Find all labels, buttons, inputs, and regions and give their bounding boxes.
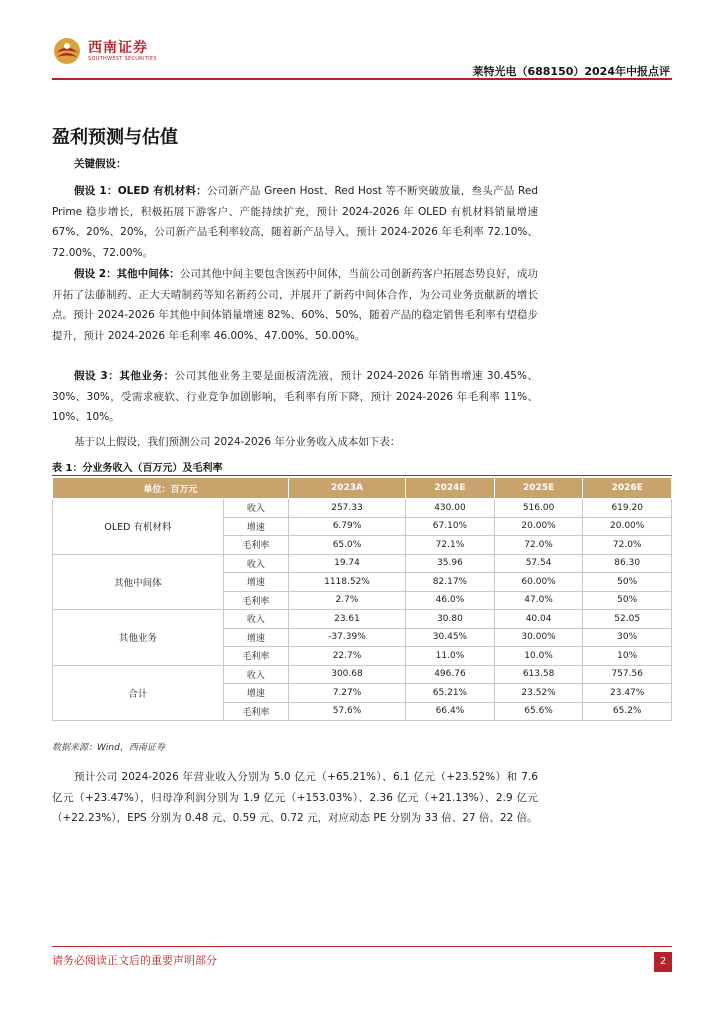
assumption-1-text: 公司新产品 Green Host、Red Host 等不断突破放量，叁头产品 Red Prime 稳步增长，积极拓展下游客户、产能持续扩充，预计 2024-2026 年 OLED 有机材料销量增速 67%、20%、20%，公司新产品毛利率较高，随着新产品导入，预计 2024-2026 年毛利率 72.10%、72.00%、72.00%。 [52, 185, 539, 259]
data-source: 数据来源：Wind，西南证券 [52, 743, 165, 753]
key-assumptions-label: 关键假设： [74, 158, 127, 170]
table-cell: 57.54 [494, 554, 583, 573]
table-cell: 72.0% [583, 536, 672, 555]
assumption-1-label: 假设 1：OLED 有机材料： [74, 185, 207, 197]
table-header-row [53, 478, 672, 499]
table-cell: 50% [583, 591, 672, 610]
table-cell: 72.0% [494, 536, 583, 555]
logo-english-name: SOUTHWEST SECURITIES [88, 55, 157, 62]
metric-label: 增速 [223, 573, 288, 592]
metric-label: 增速 [223, 684, 288, 703]
table-cell: 46.0% [406, 591, 495, 610]
header-2023a: 2023A [288, 478, 405, 499]
table-cell: 65.21% [406, 684, 495, 703]
metric-label: 毛利率 [223, 702, 288, 721]
table-row [53, 665, 672, 684]
table-cell: 65.2% [583, 702, 672, 721]
assumption-3-label: 假设 3：其他业务： [74, 370, 175, 382]
table-cell: 757.56 [583, 665, 672, 684]
assumption-3-text: 公司其他业务主要是面板清洗液，预计 2024-2026 年销售增速 30.45%、30%、30%，受需求疲软、行业竞争加剧影响，毛利率有所下降，预计 2024-2026 年毛利率 11%、10%、10%。 [52, 370, 538, 423]
metric-label: 收入 [223, 554, 288, 573]
table-title: 表 1：分业务收入（百万元）及毛利率 [52, 463, 223, 474]
table-cell: -37.39% [288, 628, 405, 647]
metric-label: 收入 [223, 499, 288, 518]
metric-label: 毛利率 [223, 591, 288, 610]
table-cell: 50% [583, 573, 672, 592]
table-cell: 82.17% [406, 573, 495, 592]
section-title: 盈利预测与估值 [52, 127, 178, 148]
table-cell: 496.76 [406, 665, 495, 684]
page-header [52, 36, 672, 80]
table-cell: 30.80 [406, 610, 495, 629]
table-cell: 23.52% [494, 684, 583, 703]
metric-label: 毛利率 [223, 536, 288, 555]
table-cell: 22.7% [288, 647, 405, 666]
table-cell: 65.6% [494, 702, 583, 721]
assumption-1 [52, 181, 538, 263]
table-cell: 6.79% [288, 517, 405, 536]
table-cell: 66.4% [406, 702, 495, 721]
metric-label: 毛利率 [223, 647, 288, 666]
segment-name: 其他中间体 [53, 554, 224, 610]
header-2024e: 2024E [406, 478, 495, 499]
table-cell: 20.00% [494, 517, 583, 536]
footer-disclaimer: 请务必阅读正文后的重要声明部分 [52, 954, 217, 967]
table-cell: 430.00 [406, 499, 495, 518]
table-cell: 23.47% [583, 684, 672, 703]
footer-divider [52, 946, 672, 947]
table-cell: 257.33 [288, 499, 405, 518]
segment-name: 其他业务 [53, 610, 224, 666]
table-cell: 619.20 [583, 499, 672, 518]
table-cell: 2.7% [288, 591, 405, 610]
segment-name: 合计 [53, 665, 224, 721]
table-row [53, 499, 672, 518]
logo-mark-icon [52, 36, 82, 66]
table-title-divider [52, 475, 672, 476]
table-cell: 20.00% [583, 517, 672, 536]
metric-label: 收入 [223, 665, 288, 684]
table-cell: 23.61 [288, 610, 405, 629]
table-cell: 10% [583, 647, 672, 666]
table-cell: 19.74 [288, 554, 405, 573]
table-cell: 72.1% [406, 536, 495, 555]
table-intro: 基于以上假设，我们预测公司 2024-2026 年分业务收入成本如下表： [74, 436, 401, 448]
table-cell: 67.10% [406, 517, 495, 536]
assumption-2-label: 假设 2：其他中间体： [74, 268, 180, 280]
metric-label: 增速 [223, 517, 288, 536]
table-cell: 57.6% [288, 702, 405, 721]
table-cell: 86.30 [583, 554, 672, 573]
table-cell: 516.00 [494, 499, 583, 518]
table-cell: 40.04 [494, 610, 583, 629]
table-cell: 47.0% [494, 591, 583, 610]
table-cell: 1118.52% [288, 573, 405, 592]
assumption-2-text: 公司其他中间主要包含医药中间体，当前公司创新药客户拓展态势良好，成功开拓了法藤制药、正大天晴制药等知名新药公司，并展开了新药中间体合作，为公司业务贡献新的增长点。预计 2024-2026 年其他中间体销量增速 82%、60%、50%，随着产品的稳定销售毛利率有望稳步提升，预计 2024-2026 年毛利率 46.00%、47.00%、50.00%。 [52, 268, 538, 342]
header-unit: 单位：百万元 [53, 478, 289, 499]
company-logo [52, 36, 157, 66]
header-divider [52, 78, 672, 80]
business-revenue-table [52, 477, 672, 721]
logo-chinese-name: 西南证券 [88, 39, 148, 56]
table-cell: 613.58 [494, 665, 583, 684]
table-cell: 65.0% [288, 536, 405, 555]
table-row [53, 610, 672, 629]
table-cell: 60.00% [494, 573, 583, 592]
table-cell: 7.27% [288, 684, 405, 703]
metric-label: 收入 [223, 610, 288, 629]
table-cell: 300.68 [288, 665, 405, 684]
table-cell: 30.00% [494, 628, 583, 647]
table-cell: 30.45% [406, 628, 495, 647]
table-cell: 52.05 [583, 610, 672, 629]
table-cell: 35.96 [406, 554, 495, 573]
metric-label: 增速 [223, 628, 288, 647]
segment-name: OLED 有机材料 [53, 499, 224, 555]
table-cell: 11.0% [406, 647, 495, 666]
forecast-paragraph: 预计公司 2024-2026 年营业收入分别为 5.0 亿元（+65.21%）、6.1 亿元（+23.52%）和 7.6 亿元（+23.47%），归母净利润分别为 1.9 亿元（+153.03%）、2.36 亿元（+21.13%）、2.9 亿元（+22.23%），EPS 分别为 0.48 元、0.59 元、0.72 元，对应动态 PE 分别为 33 倍、27 倍、22 倍。 [52, 771, 538, 824]
header-2026e: 2026E [583, 478, 672, 499]
assumption-2 [52, 264, 538, 346]
assumption-3 [52, 366, 538, 428]
table-cell: 10.0% [494, 647, 583, 666]
table-cell: 30% [583, 628, 672, 647]
page-number: 2 [654, 952, 672, 972]
table-row [53, 554, 672, 573]
header-2025e: 2025E [494, 478, 583, 499]
report-title: 莱特光电（688150）2024年中报点评 [472, 65, 670, 78]
